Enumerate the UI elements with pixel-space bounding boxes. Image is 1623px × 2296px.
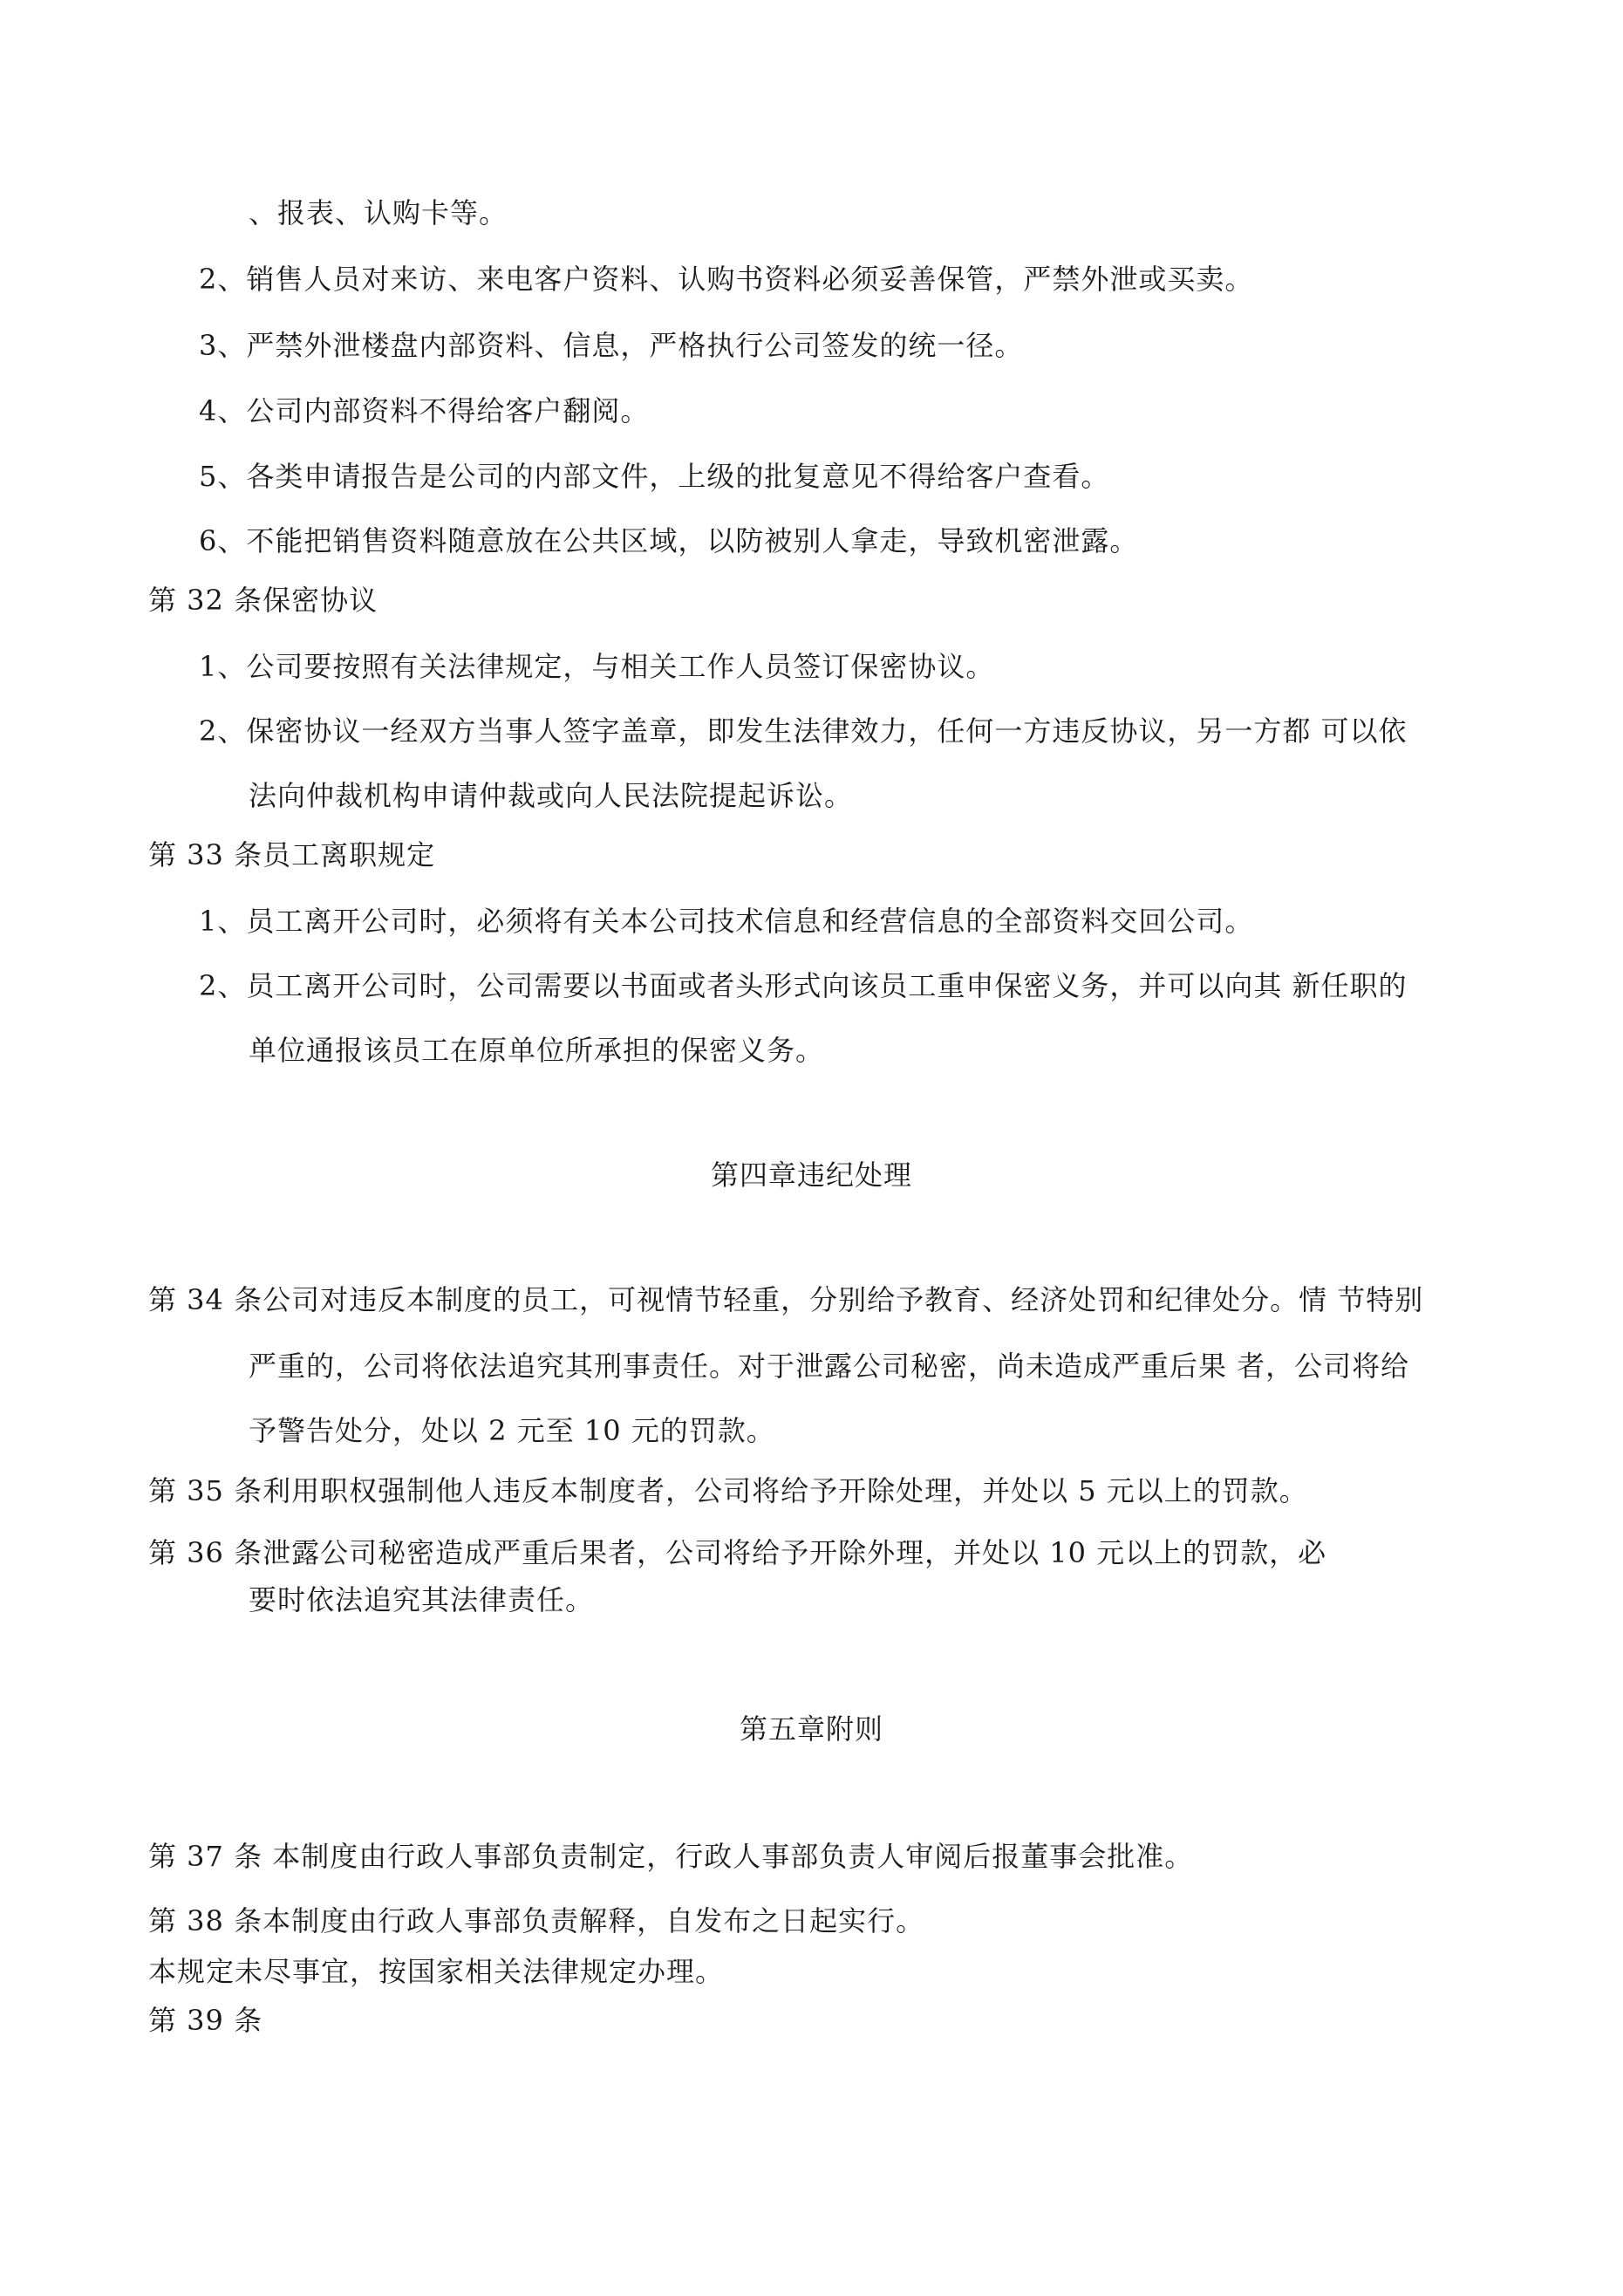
article-paragraph: 第 35 条利用职权强制他人违反本制度者，公司将给予开除处理，并处以 5 元以上的罚款。 [148,1474,1308,1507]
list-item: 1、公司要按照有关法律规定，与相关工作人员签订保密协议。 [199,650,995,683]
article-heading: 第 39 条 [148,2004,263,2037]
text-line: 严重的，公司将依法追究其刑事责任。对于泄露公司秘密，尚未造成严重后果 者，公司将给 [249,1350,1410,1383]
text-line: 法向仲裁机构申请仲裁或向人民法院提起诉讼。 [249,779,854,812]
text-line: 本规定未尽事宜，按国家相关法律规定办理。 [148,1955,725,1988]
text-line: 予警告处分，处以 2 元至 10 元的罚款。 [249,1414,775,1447]
article-heading: 第 32 条保密协议 [148,584,378,617]
article-paragraph: 第 34 条公司对违反本制度的员工，可视情节轻重，分别给予教育、经济处罚和纪律处分。情 节特别 [148,1283,1424,1316]
list-item: 2、销售人员对来访、来电客户资料、认购书资料必须妥善保管，严禁外泄或买卖。 [199,263,1254,296]
list-item: 5、各类申请报告是公司的内部文件，上级的批复意见不得给客户查看。 [199,460,1110,493]
chapter-heading: 第五章附则 [739,1712,883,1746]
list-item: 2、保密协议一经双方当事人签字盖章，即发生法律效力，任何一方违反协议，另一方都 可以依 [199,714,1408,748]
text-line: 单位通报该员工在原单位所承担的保密义务。 [249,1034,825,1067]
article-heading: 第 33 条员工离职规定 [148,838,436,871]
article-paragraph: 第 36 条泄露公司秘密造成严重后果者，公司将给予开除外理，并处以 10 元以上的罚款，必 [148,1536,1327,1569]
list-item: 1、员工离开公司时，必须将有关本公司技术信息和经营信息的全部资料交回公司。 [199,905,1254,938]
list-item: 2、员工离开公司时，公司需要以书面或者头形式向该员工重申保密义务，并可以向其 新任职的 [199,969,1408,1002]
chapter-heading: 第四章违纪处理 [710,1158,912,1192]
list-item: 6、不能把销售资料随意放在公共区域，以防被别人拿走，导致机密泄露。 [199,524,1139,557]
text-line: 、报表、认购卡等。 [249,196,508,229]
article-paragraph: 第 38 条本制度由行政人事部负责解释，自发布之日起实行。 [148,1904,925,1937]
article-paragraph: 第 37 条 本制度由行政人事部负责制定，行政人事部负责人审阅后报董事会批准。 [148,1840,1194,1873]
text-line: 要时依法追究其法律责任。 [249,1583,595,1616]
list-item: 3、严禁外泄楼盘内部资料、信息，严格执行公司签发的统一径。 [199,329,1024,362]
list-item: 4、公司内部资料不得给客户翻阅。 [199,394,650,427]
